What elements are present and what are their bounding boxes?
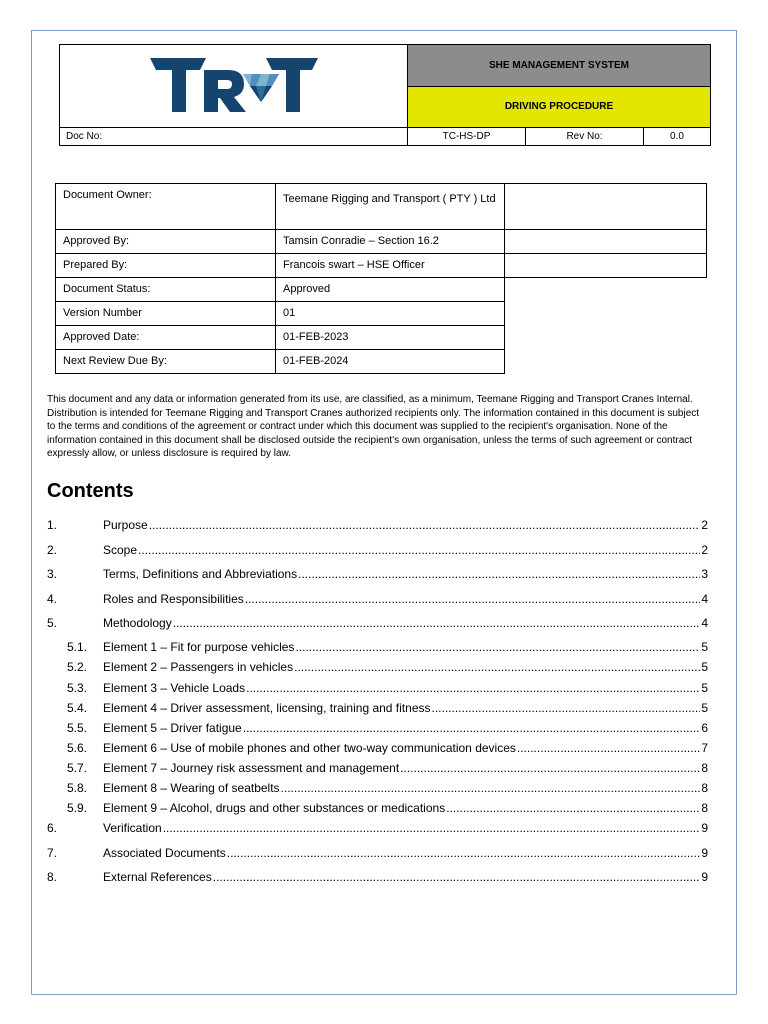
- toc-page: 3: [701, 567, 708, 581]
- document-header: [59, 44, 711, 146]
- info-value: 01: [276, 302, 505, 326]
- toc-number: 5.5.: [67, 721, 88, 735]
- toc-leader: [246, 681, 700, 695]
- toc-leader: [163, 821, 701, 835]
- toc-number: 4.: [47, 592, 58, 606]
- logo-cell: [60, 45, 408, 128]
- toc-leader: [298, 567, 700, 581]
- toc-leader: [243, 721, 701, 735]
- toc-page: 8: [701, 761, 708, 775]
- toc-page: 2: [701, 543, 708, 557]
- toc-label: Methodology: [103, 616, 172, 630]
- toc-label: Terms, Definitions and Abbreviations: [103, 567, 298, 581]
- toc-entry[interactable]: [47, 592, 708, 606]
- toc-entry[interactable]: [47, 821, 708, 835]
- toc-number: 5.8.: [67, 781, 88, 795]
- info-extra-cell: [505, 184, 707, 230]
- toc-label: Element 7 – Journey risk assessment and management: [103, 761, 400, 775]
- toc-entry[interactable]: [47, 640, 708, 654]
- toc-entry[interactable]: [47, 660, 708, 674]
- toc-leader: [281, 781, 701, 795]
- toc-page: 8: [701, 781, 708, 795]
- contents-heading: Contents: [47, 480, 134, 502]
- toc-label: Element 1 – Fit for purpose vehicles: [103, 640, 295, 654]
- toc-label: Element 5 – Driver fatigue: [103, 721, 242, 735]
- toc-leader: [245, 592, 701, 606]
- toc-label: External References: [103, 870, 212, 884]
- toc-number: 5.: [47, 616, 58, 630]
- toc-entry[interactable]: [47, 701, 708, 715]
- doc-no-label: Doc No:: [60, 128, 408, 146]
- toc-entry[interactable]: [47, 781, 708, 795]
- toc-page: 4: [701, 616, 708, 630]
- system-name: SHE MANAGEMENT SYSTEM: [408, 45, 711, 87]
- info-value: Teemane Rigging and Transport ( PTY ) Ltd: [276, 184, 505, 230]
- info-label: Next Review Due By:: [56, 350, 276, 374]
- doc-no-value: TC-HS-DP: [408, 128, 526, 146]
- toc-page: 7: [701, 741, 708, 755]
- info-value: 01-FEB-2024: [276, 350, 505, 374]
- info-extra-cell: [505, 230, 707, 254]
- toc-page: 5: [701, 681, 708, 695]
- info-label: Approved Date:: [56, 326, 276, 350]
- toc-leader: [446, 801, 700, 815]
- toc-number: 5.4.: [67, 701, 88, 715]
- toc-entry[interactable]: [47, 543, 708, 557]
- toc-page: 9: [701, 870, 708, 884]
- toc-page: 8: [701, 801, 708, 815]
- document-info-table: [55, 183, 707, 374]
- toc-label: Purpose: [103, 518, 148, 532]
- toc-leader: [294, 660, 700, 674]
- toc-leader: [138, 543, 700, 557]
- toc-entry[interactable]: [47, 846, 708, 860]
- info-value: 01-FEB-2023: [276, 326, 505, 350]
- toc-number: 5.6.: [67, 741, 88, 755]
- toc-page: 2: [701, 518, 708, 532]
- toc-number: 5.2.: [67, 660, 88, 674]
- info-value: Tamsin Conradie – Section 16.2: [276, 230, 505, 254]
- toc-label: Element 3 – Vehicle Loads: [103, 681, 246, 695]
- document-title: DRIVING PROCEDURE: [408, 86, 711, 128]
- toc-page: 9: [701, 821, 708, 835]
- toc-leader: [173, 616, 701, 630]
- toc-label: Verification: [103, 821, 162, 835]
- toc-entry[interactable]: [47, 741, 708, 755]
- toc-number: 1.: [47, 518, 58, 532]
- rev-no-value: 0.0: [644, 128, 711, 146]
- toc-entry[interactable]: [47, 518, 708, 532]
- toc-number: 7.: [47, 846, 58, 860]
- toc-label: Element 6 – Use of mobile phones and other two-way communication devices: [103, 741, 516, 755]
- info-label: Document Owner:: [56, 184, 276, 230]
- toc-number: 3.: [47, 567, 58, 581]
- toc-page: 9: [701, 846, 708, 860]
- toc-label: Associated Documents: [103, 846, 226, 860]
- toc-entry[interactable]: [47, 761, 708, 775]
- info-label: Version Number: [56, 302, 276, 326]
- toc-page: 5: [701, 701, 708, 715]
- toc-entry[interactable]: [47, 567, 708, 581]
- toc-leader: [213, 870, 701, 884]
- toc-page: 6: [701, 721, 708, 735]
- info-extra-cell: [505, 254, 707, 278]
- toc-label: Element 4 – Driver assessment, licensing, training and fitness: [103, 701, 431, 715]
- toc-entry[interactable]: [47, 616, 708, 630]
- toc-page: 4: [701, 592, 708, 606]
- info-value: Approved: [276, 278, 505, 302]
- toc-number: 5.1.: [67, 640, 88, 654]
- info-label: Prepared By:: [56, 254, 276, 278]
- toc-number: 2.: [47, 543, 58, 557]
- toc-number: 8.: [47, 870, 58, 884]
- toc-number: 5.9.: [67, 801, 88, 815]
- info-label: Approved By:: [56, 230, 276, 254]
- toc-label: Element 2 – Passengers in vehicles: [103, 660, 294, 674]
- toc-label: Scope: [103, 543, 138, 557]
- company-logo: [148, 56, 320, 114]
- toc-leader: [432, 701, 701, 715]
- toc-label: Element 8 – Wearing of seatbelts: [103, 781, 280, 795]
- toc-label: Roles and Responsibilities: [103, 592, 244, 606]
- toc-number: 5.3.: [67, 681, 88, 695]
- rev-no-label: Rev No:: [526, 128, 644, 146]
- toc-entry[interactable]: [47, 801, 708, 815]
- toc-label: Element 9 – Alcohol, drugs and other substances or medications: [103, 801, 446, 815]
- toc-number: 6.: [47, 821, 58, 835]
- info-value: Francois swart – HSE Officer: [276, 254, 505, 278]
- toc-leader: [517, 741, 700, 755]
- disclaimer-text: This document and any data or information generated from its use, are classified, as a minimum, Teemane Rigging and Transport Cranes Internal. Distribution is intended for Teemane Rigging and Transport Cranes authorized recipients only. The information contained in this document is subject to the terms and conditions of the agreement or contract under which this document was supplied to the recipient's organisation. None of the information contained in this document shall be disclosed outside the recipient's own organisation, unless the terms of such agreement or contract expressly allow, or unless disclosure is required by law.: [47, 394, 700, 459]
- toc-page: 5: [701, 640, 708, 654]
- toc-leader: [149, 518, 701, 532]
- toc-entry[interactable]: [47, 721, 708, 735]
- info-label: Document Status:: [56, 278, 276, 302]
- toc-number: 5.7.: [67, 761, 88, 775]
- toc-entry[interactable]: [47, 681, 708, 695]
- toc-leader: [400, 761, 700, 775]
- toc-page: 5: [701, 660, 708, 674]
- toc-leader: [227, 846, 701, 860]
- toc-entry[interactable]: [47, 870, 708, 884]
- toc-leader: [295, 640, 700, 654]
